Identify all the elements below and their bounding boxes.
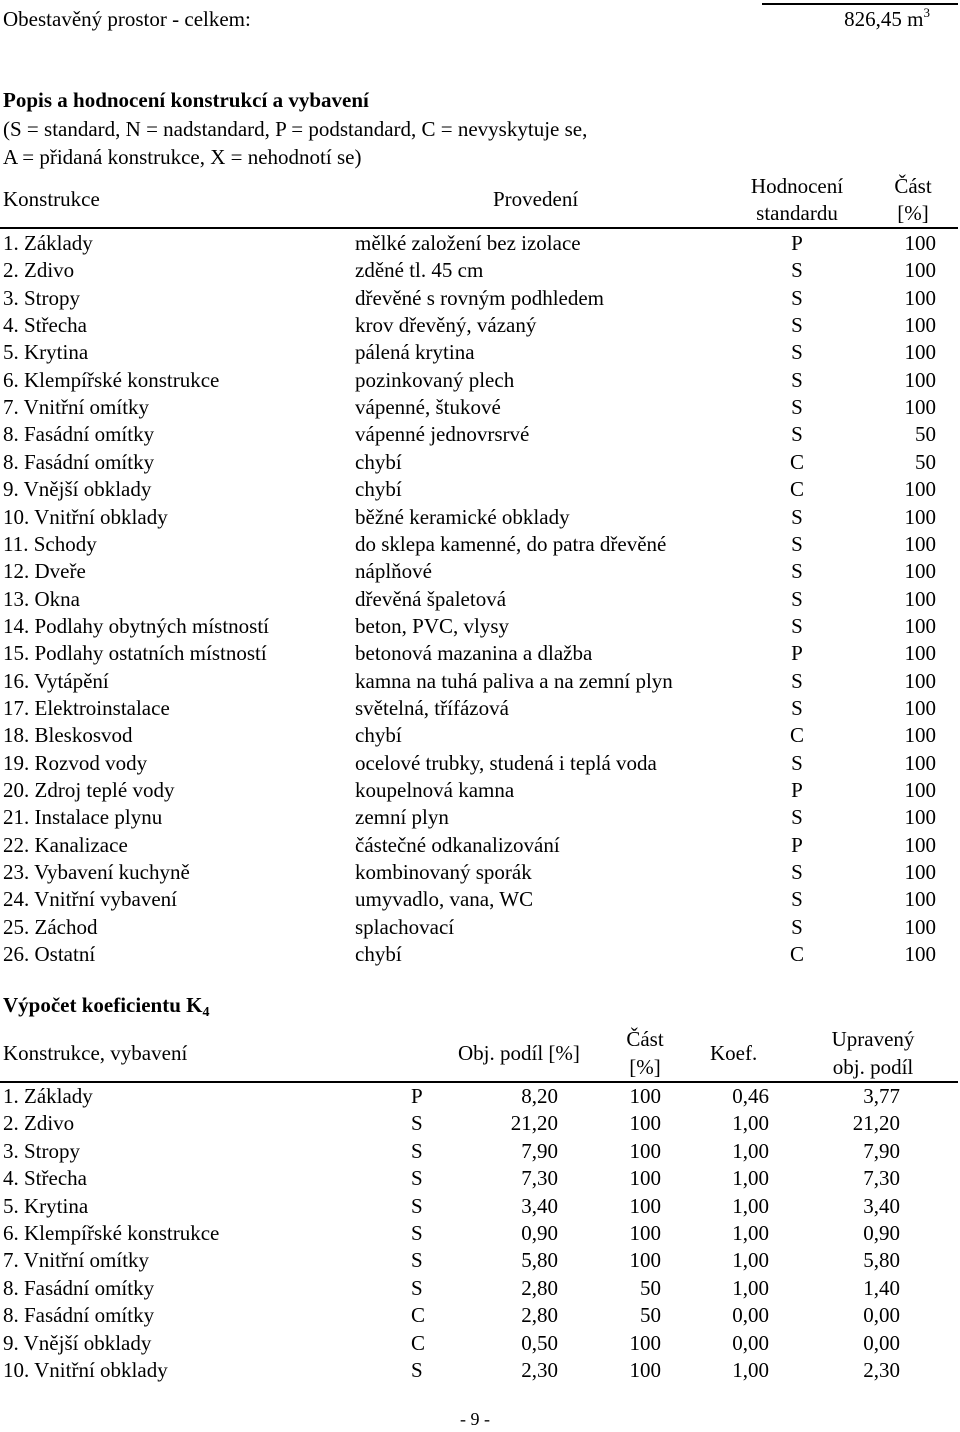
table-row [0, 889, 960, 916]
row-hodnoceni: S [791, 668, 803, 693]
k4-row-koef: 1,00 [732, 1138, 769, 1163]
row-hodnoceni: S [791, 258, 803, 283]
row-cast: 100 [904, 340, 936, 365]
table-row [0, 233, 960, 260]
row-hodnoceni: S [791, 586, 803, 611]
row-cast: 100 [904, 641, 936, 666]
row-cast: 100 [904, 613, 936, 638]
row-cast: 100 [904, 285, 936, 310]
table-row [0, 531, 960, 561]
k4-row-upraveny: 2,30 [863, 1358, 900, 1382]
k4-row-upraveny: 1,40 [863, 1275, 900, 1300]
row-hodnoceni: P [791, 778, 803, 802]
header-cast-line1: Část [894, 174, 932, 198]
row-cast: 100 [904, 313, 936, 338]
table-row [0, 1275, 960, 1305]
row-konstrukce: 12. Dveře [3, 559, 86, 584]
row-provedeni: do sklepa kamenné, do patra dřevěné [355, 531, 667, 556]
summary-label: Obestavěný prostor - celkem: [3, 7, 251, 31]
row-konstrukce: 24. Vnitřní vybavení [3, 887, 178, 912]
k4-row-cast: 100 [629, 1193, 661, 1218]
table-row [0, 449, 960, 479]
k4-header-upraveny-line2: obj. podíl [832, 1055, 914, 1079]
row-konstrukce: 7. Vnitřní omítky [3, 395, 150, 420]
row-cast: 100 [904, 778, 936, 802]
row-provedeni: umyvadlo, vana, WC [355, 887, 534, 912]
row-konstrukce: 9. Vnější obklady [3, 477, 152, 502]
table-row [0, 1113, 960, 1140]
section1-header-rule [0, 227, 958, 229]
page-number: - 9 - [460, 1409, 490, 1429]
row-hodnoceni: S [791, 504, 803, 529]
k4-row-standard: P [411, 1084, 423, 1108]
row-konstrukce: 16. Vytápění [3, 668, 109, 693]
row-hodnoceni: S [791, 422, 803, 447]
row-cast: 100 [904, 723, 936, 748]
table-row [0, 668, 960, 698]
table-row [0, 504, 960, 534]
k4-header-koef: Koef. [710, 1041, 758, 1065]
row-cast: 100 [904, 832, 936, 857]
row-cast: 100 [904, 695, 936, 720]
row-konstrukce: 22. Kanalizace [3, 832, 128, 857]
k4-row-obj-podil: 7,30 [521, 1166, 558, 1191]
row-hodnoceni: S [791, 367, 803, 392]
row-cast: 100 [904, 559, 936, 584]
table-row [0, 1330, 960, 1360]
row-provedeni: zděné tl. 45 cm [355, 258, 484, 283]
row-provedeni: vápenné, štukové [355, 395, 501, 420]
row-cast: 100 [904, 586, 936, 611]
header-hodnoceni-line1: Hodnocení [750, 174, 844, 198]
row-provedeni: náplňové [355, 559, 432, 584]
row-provedeni: světelná, třífázová [355, 695, 509, 720]
table-row [0, 944, 960, 971]
table-row [0, 862, 960, 889]
k4-row-koef: 1,00 [732, 1248, 769, 1273]
row-hodnoceni: P [791, 832, 803, 857]
row-hodnoceni: C [789, 723, 804, 748]
row-provedeni: dřevěná špaletová [355, 586, 507, 611]
header-cast-line2: [%] [897, 201, 929, 225]
k4-row-koef: 1,00 [732, 1111, 769, 1136]
k4-row-standard: S [411, 1275, 423, 1300]
row-cast: 100 [904, 504, 936, 529]
row-hodnoceni: S [791, 613, 803, 638]
table-row [0, 807, 960, 834]
k4-row-cast: 100 [629, 1330, 661, 1355]
row-provedeni: kombinovaný sporák [355, 860, 532, 885]
k4-row-cast: 50 [640, 1303, 661, 1328]
k4-header-obj: Obj. podíl [%] [458, 1041, 580, 1065]
summary-value-number: 826,45 m [844, 7, 924, 31]
row-cast: 100 [904, 367, 936, 392]
k4-row-koef: 1,00 [732, 1358, 769, 1382]
k4-row-cast: 100 [629, 1221, 661, 1245]
header-provedeni: Provedení [493, 187, 579, 211]
row-provedeni: kamna na tuhá paliva a na zemní plyn [355, 668, 673, 693]
row-konstrukce: 3. Stropy [3, 285, 81, 310]
k4-row-konstrukce: 7. Vnitřní omítky [3, 1248, 150, 1273]
k4-row-upraveny: 0,00 [863, 1330, 900, 1355]
row-konstrukce: 4. Střecha [3, 313, 87, 338]
row-provedeni: částečné odkanalizování [355, 832, 560, 857]
row-cast: 100 [904, 914, 936, 939]
row-konstrukce: 10. Vnitřní obklady [3, 504, 168, 529]
table-row [0, 1086, 960, 1113]
section2-title-subscript: 4 [202, 1005, 210, 1020]
table-row [0, 1250, 960, 1277]
table-row [0, 1138, 960, 1168]
k4-row-upraveny: 0,00 [863, 1303, 900, 1328]
k4-row-konstrukce: 8. Fasádní omítky [3, 1275, 155, 1300]
row-hodnoceni: S [791, 750, 803, 775]
row-cast: 100 [904, 942, 936, 967]
k4-row-cast: 100 [629, 1111, 661, 1136]
table-row [0, 260, 960, 287]
k4-row-cast: 100 [629, 1358, 661, 1382]
k4-row-obj-podil: 3,40 [521, 1193, 558, 1218]
k4-row-upraveny: 5,80 [863, 1248, 900, 1273]
table-row [0, 367, 960, 397]
k4-header-upraveny-line1: Upravený [831, 1027, 915, 1051]
summary-value [844, 5, 930, 31]
k4-row-obj-podil: 0,90 [521, 1221, 558, 1245]
k4-row-obj-podil: 2,30 [521, 1358, 558, 1382]
row-konstrukce: 13. Okna [3, 586, 80, 611]
row-cast: 100 [904, 477, 936, 502]
table-row [0, 1305, 960, 1332]
row-provedeni: běžné keramické obklady [355, 504, 570, 529]
row-konstrukce: 25. Záchod [3, 914, 98, 939]
k4-header-konstrukce: Konstrukce, vybavení [3, 1041, 188, 1065]
k4-row-koef: 1,00 [732, 1221, 769, 1245]
table-row [0, 1223, 960, 1250]
k4-row-konstrukce: 1. Základy [3, 1084, 93, 1108]
table-row [0, 285, 960, 315]
row-cast: 100 [904, 395, 936, 420]
table-row [0, 315, 960, 342]
row-provedeni: krov dřevěný, vázaný [355, 313, 537, 338]
row-konstrukce: 6. Klempířské konstrukce [3, 367, 220, 392]
table-row [0, 1193, 960, 1223]
k4-row-konstrukce: 5. Krytina [3, 1193, 89, 1218]
k4-row-upraveny: 21,20 [852, 1111, 900, 1136]
row-konstrukce: 1. Základy [3, 231, 93, 255]
k4-row-koef: 0,00 [732, 1330, 769, 1355]
row-provedeni: pálená krytina [355, 340, 475, 365]
k4-row-standard: S [411, 1166, 423, 1191]
k4-row-standard: S [411, 1138, 423, 1163]
section2-title [3, 993, 210, 1020]
row-konstrukce: 21. Instalace plynu [3, 805, 163, 830]
row-hodnoceni: C [789, 477, 804, 502]
table-row [0, 780, 960, 807]
row-cast: 100 [904, 531, 936, 556]
row-konstrukce: 11. Schody [3, 531, 97, 556]
k4-row-konstrukce: 2. Zdivo [3, 1111, 75, 1136]
row-konstrukce: 14. Podlahy obytných místností [3, 613, 270, 638]
k4-row-obj-podil: 7,90 [521, 1138, 558, 1163]
row-provedeni: chybí [355, 449, 402, 474]
row-hodnoceni: S [791, 559, 803, 584]
row-provedeni: chybí [355, 723, 402, 748]
row-provedeni: splachovací [355, 914, 455, 939]
k4-row-cast: 100 [629, 1166, 661, 1191]
k4-row-upraveny: 0,90 [863, 1221, 900, 1245]
table-row [0, 832, 960, 862]
k4-row-koef: 1,00 [732, 1193, 769, 1218]
table-row [0, 750, 960, 780]
row-provedeni: betonová mazanina a dlažba [355, 641, 593, 666]
header-konstrukce: Konstrukce [3, 187, 100, 211]
section1-legend-line1: (S = standard, N = nadstandard, P = podstandard, C = nevyskytuje se, [3, 117, 588, 141]
row-hodnoceni: S [791, 395, 803, 420]
table-row [0, 342, 960, 369]
row-provedeni: beton, PVC, vlysy [355, 613, 510, 638]
section2-title-text: Výpočet koeficientu K [3, 993, 203, 1017]
row-hodnoceni: P [791, 641, 803, 666]
row-hodnoceni: S [791, 313, 803, 338]
row-hodnoceni: C [789, 942, 804, 967]
row-provedeni: pozinkovaný plech [355, 367, 515, 392]
row-konstrukce: 2. Zdivo [3, 258, 75, 283]
row-provedeni: mělké založení bez izolace [355, 231, 581, 255]
section1-legend-line2: A = přidaná konstrukce, X = nehodnotí se) [3, 145, 362, 169]
k4-row-konstrukce: 4. Střecha [3, 1166, 87, 1191]
k4-row-obj-podil: 5,80 [521, 1248, 558, 1273]
section2-header-rule [0, 1081, 958, 1083]
k4-row-cast: 50 [640, 1275, 661, 1300]
table-row [0, 586, 960, 616]
table-row [0, 561, 960, 588]
row-konstrukce: 17. Elektroinstalace [3, 695, 170, 720]
section1-title: Popis a hodnocení konstrukcí a vybavení [3, 88, 369, 112]
k4-row-cast: 100 [629, 1248, 661, 1273]
k4-row-standard: S [411, 1111, 423, 1136]
table-row [0, 1360, 960, 1387]
k4-row-upraveny: 3,77 [863, 1084, 900, 1108]
table-row [0, 1168, 960, 1195]
table-row [0, 613, 960, 643]
row-cast: 100 [904, 887, 936, 912]
row-konstrukce: 5. Krytina [3, 340, 89, 365]
row-konstrukce: 15. Podlahy ostatních místností [3, 641, 267, 666]
k4-row-upraveny: 7,90 [863, 1138, 900, 1163]
header-hodnoceni-line2: standardu [756, 201, 838, 225]
k4-row-obj-podil: 8,20 [521, 1084, 558, 1108]
row-konstrukce: 19. Rozvod vody [3, 750, 148, 775]
summary-value-exponent: 3 [923, 5, 930, 20]
table-row [0, 914, 960, 944]
row-hodnoceni: S [791, 695, 803, 720]
k4-row-standard: S [411, 1248, 423, 1273]
row-cast: 100 [904, 805, 936, 830]
k4-row-upraveny: 7,30 [863, 1166, 900, 1191]
row-cast: 50 [915, 422, 936, 447]
row-konstrukce: 18. Bleskosvod [3, 723, 133, 748]
k4-row-upraveny: 3,40 [863, 1193, 900, 1218]
row-provedeni: dřevěné s rovným podhledem [355, 285, 605, 310]
k4-row-standard: C [411, 1303, 426, 1328]
row-konstrukce: 26. Ostatní [3, 942, 96, 967]
row-hodnoceni: S [791, 285, 803, 310]
row-provedeni: vápenné jednovrsrvé [355, 422, 530, 447]
k4-row-konstrukce: 3. Stropy [3, 1138, 81, 1163]
k4-header-cast-line1: Část [626, 1027, 664, 1051]
row-cast: 100 [904, 231, 936, 255]
row-provedeni: chybí [355, 477, 402, 502]
k4-row-koef: 0,00 [732, 1303, 769, 1328]
k4-row-obj-podil: 2,80 [521, 1303, 558, 1328]
row-cast: 100 [904, 860, 936, 885]
table-row [0, 725, 960, 752]
k4-row-konstrukce: 10. Vnitřní obklady [3, 1358, 168, 1382]
k4-row-cast: 100 [629, 1138, 661, 1163]
k4-row-cast: 100 [629, 1084, 661, 1108]
k4-row-obj-podil: 2,80 [521, 1275, 558, 1300]
row-konstrukce: 8. Fasádní omítky [3, 449, 155, 474]
row-cast: 100 [904, 750, 936, 775]
row-hodnoceni: S [791, 887, 803, 912]
row-hodnoceni: S [791, 860, 803, 885]
k4-row-standard: S [411, 1358, 423, 1382]
row-hodnoceni: P [791, 231, 803, 255]
row-provedeni: chybí [355, 942, 402, 967]
k4-row-koef: 1,00 [732, 1166, 769, 1191]
row-cast: 100 [904, 258, 936, 283]
row-provedeni: ocelové trubky, studená i teplá voda [355, 750, 657, 775]
row-hodnoceni: S [791, 531, 803, 556]
row-konstrukce: 20. Zdroj teplé vody [3, 778, 175, 802]
k4-row-konstrukce: 6. Klempířské konstrukce [3, 1221, 220, 1245]
k4-row-konstrukce: 8. Fasádní omítky [3, 1303, 155, 1328]
table-row [0, 424, 960, 451]
row-konstrukce: 23. Vybavení kuchyně [3, 860, 190, 885]
table-row [0, 397, 960, 424]
table-row [0, 479, 960, 506]
k4-row-koef: 0,46 [732, 1084, 769, 1108]
row-hodnoceni: S [791, 914, 803, 939]
table-row [0, 695, 960, 725]
table-row [0, 643, 960, 670]
k4-header-cast-line2: [%] [629, 1055, 661, 1079]
row-konstrukce: 8. Fasádní omítky [3, 422, 155, 447]
row-provedeni: koupelnová kamna [355, 778, 515, 802]
k4-row-standard: C [411, 1330, 426, 1355]
k4-row-konstrukce: 9. Vnější obklady [3, 1330, 152, 1355]
k4-row-standard: S [411, 1193, 423, 1218]
k4-row-obj-podil: 21,20 [510, 1111, 558, 1136]
row-cast: 50 [915, 449, 936, 474]
row-hodnoceni: S [791, 340, 803, 365]
row-cast: 100 [904, 668, 936, 693]
k4-row-standard: S [411, 1221, 423, 1245]
k4-row-obj-podil: 0,50 [521, 1330, 558, 1355]
row-provedeni: zemní plyn [355, 805, 449, 830]
row-hodnoceni: S [791, 805, 803, 830]
row-hodnoceni: C [789, 449, 804, 474]
k4-row-koef: 1,00 [732, 1275, 769, 1300]
